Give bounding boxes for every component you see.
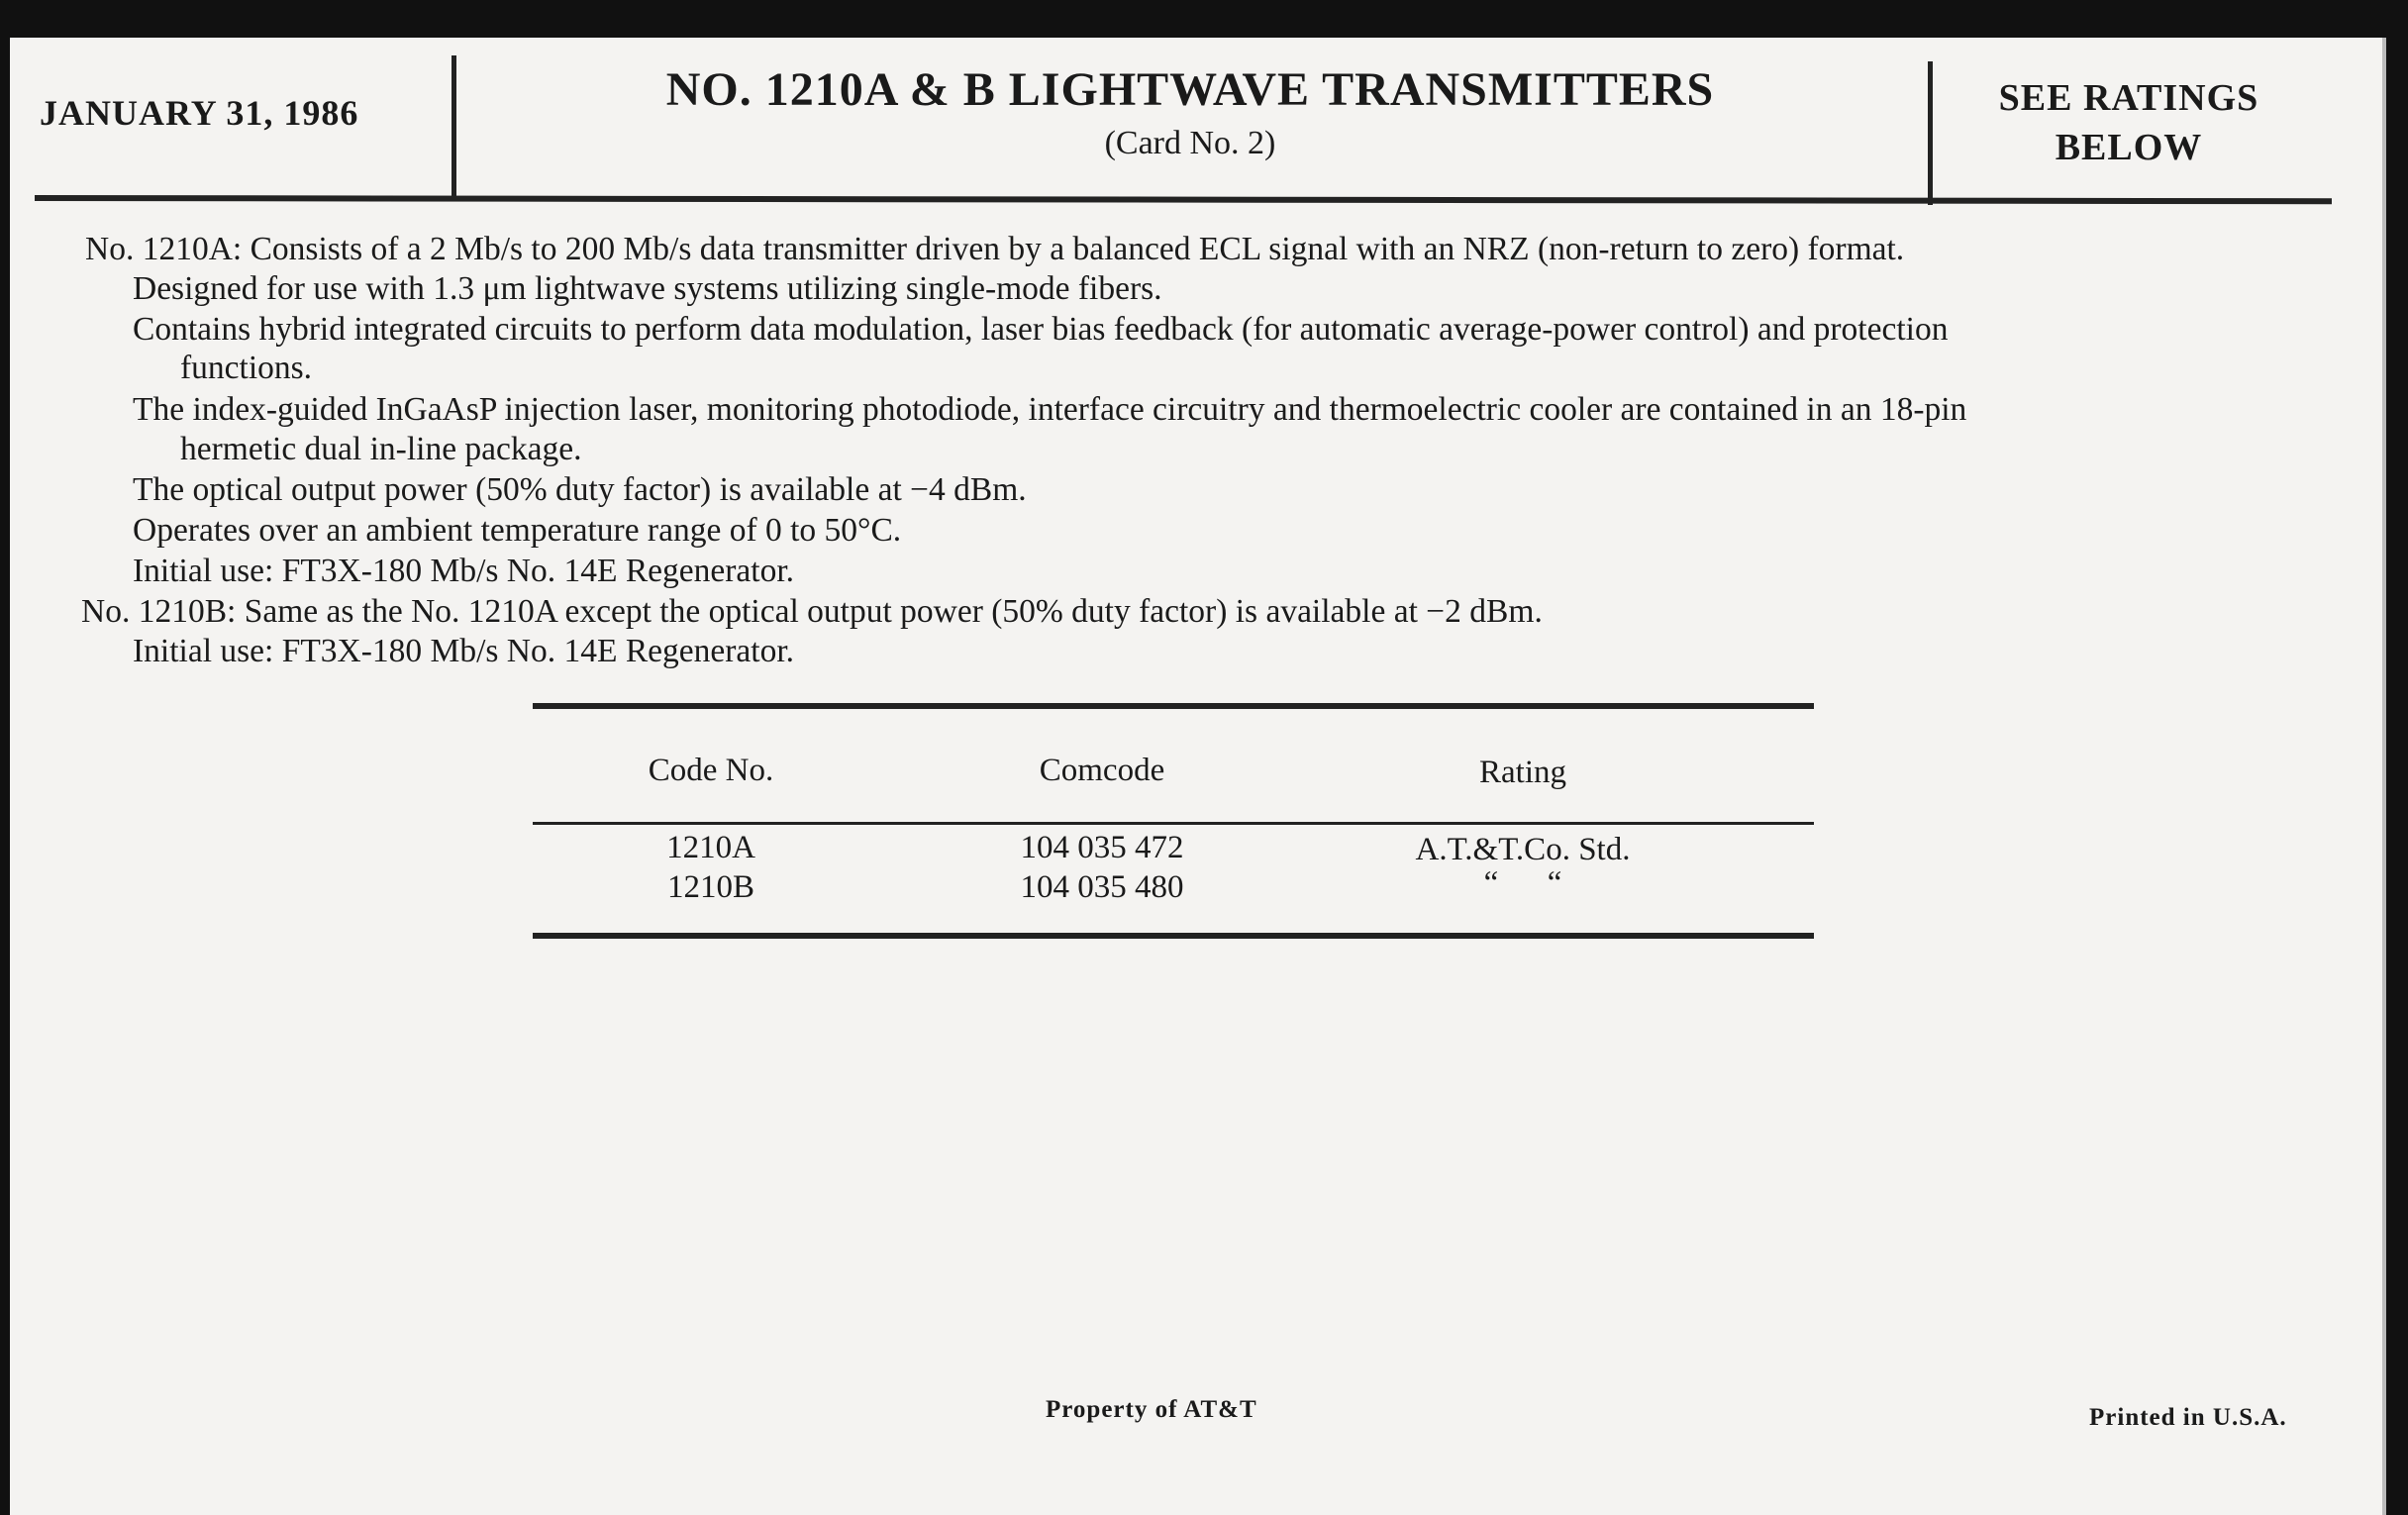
para-circuits: Contains hybrid integrated circuits to perform data modulation, laser bias feedback (for automatic average-power control) and protection [133, 311, 1949, 348]
printed-note: Printed in U.S.A. [2089, 1404, 2287, 1431]
comcode-cell: 104 035 480 [1020, 869, 1184, 905]
para-design: Designed for use with 1.3 μm lightwave systems utilizing single-mode fibers. [133, 270, 1162, 307]
table-bottom-rule [533, 933, 1814, 939]
catalog-card [10, 38, 2386, 1515]
table-header-rule [533, 822, 1814, 825]
ratings-note [1936, 73, 2322, 172]
card-header [10, 38, 2386, 206]
para-initial-use-a: Initial use: FT3X-180 Mb/s No. 14E Regenerator. [133, 553, 795, 589]
property-note: Property of AT&T [1046, 1396, 1257, 1423]
code-cell: 1210B [666, 869, 754, 905]
ratings-note-line1: SEE RATINGS [1998, 77, 2259, 119]
header-rule [35, 195, 2332, 204]
para-circuits-cont: functions. [180, 350, 313, 386]
para-1210a-intro: No. 1210A: Consists of a 2 Mb/s to 200 Mb/s data transmitter driven by a balanced ECL signal with an NRZ (non-return to zero) format. [85, 231, 1905, 267]
card-number: (Card No. 2) [1104, 125, 1276, 161]
table-header-code: Code No. [648, 753, 774, 788]
table-header-comcode: Comcode [1039, 753, 1165, 788]
para-laser-cont: hermetic dual in-line package. [180, 431, 582, 467]
ratings-note-line2: BELOW [2055, 127, 2203, 168]
para-output-power: The optical output power (50% duty factor) is available at −4 dBm. [133, 471, 1027, 508]
code-cell: 1210A [666, 830, 755, 865]
issue-date: JANUARY 31, 1986 [40, 93, 359, 133]
para-1210b: No. 1210B: Same as the No. 1210A except the optical output power (50% duty factor) is available at −2 dBm. [81, 593, 1543, 630]
table-top-rule [533, 703, 1814, 709]
rating-ditto-cell: “ “ [1483, 865, 1562, 901]
ratings-table [533, 703, 1814, 943]
header-divider-left [452, 55, 456, 197]
table-header-rating: Rating [1479, 755, 1566, 790]
comcode-cell: 104 035 472 [1020, 830, 1184, 865]
page-title: NO. 1210A & B LIGHTWAVE TRANSMITTERS [665, 63, 1715, 116]
para-temperature: Operates over an ambient temperature range of 0 to 50°C. [133, 512, 902, 549]
para-initial-use-b: Initial use: FT3X-180 Mb/s No. 14E Regenerator. [133, 633, 795, 669]
header-divider-right [1928, 61, 1933, 205]
para-laser: The index-guided InGaAsP injection laser, monitoring photodiode, interface circuitry and thermoelectric cooler are contained in an 18-pin [133, 391, 1967, 428]
rating-cell: A.T.&T.Co. Std. [1415, 832, 1631, 867]
